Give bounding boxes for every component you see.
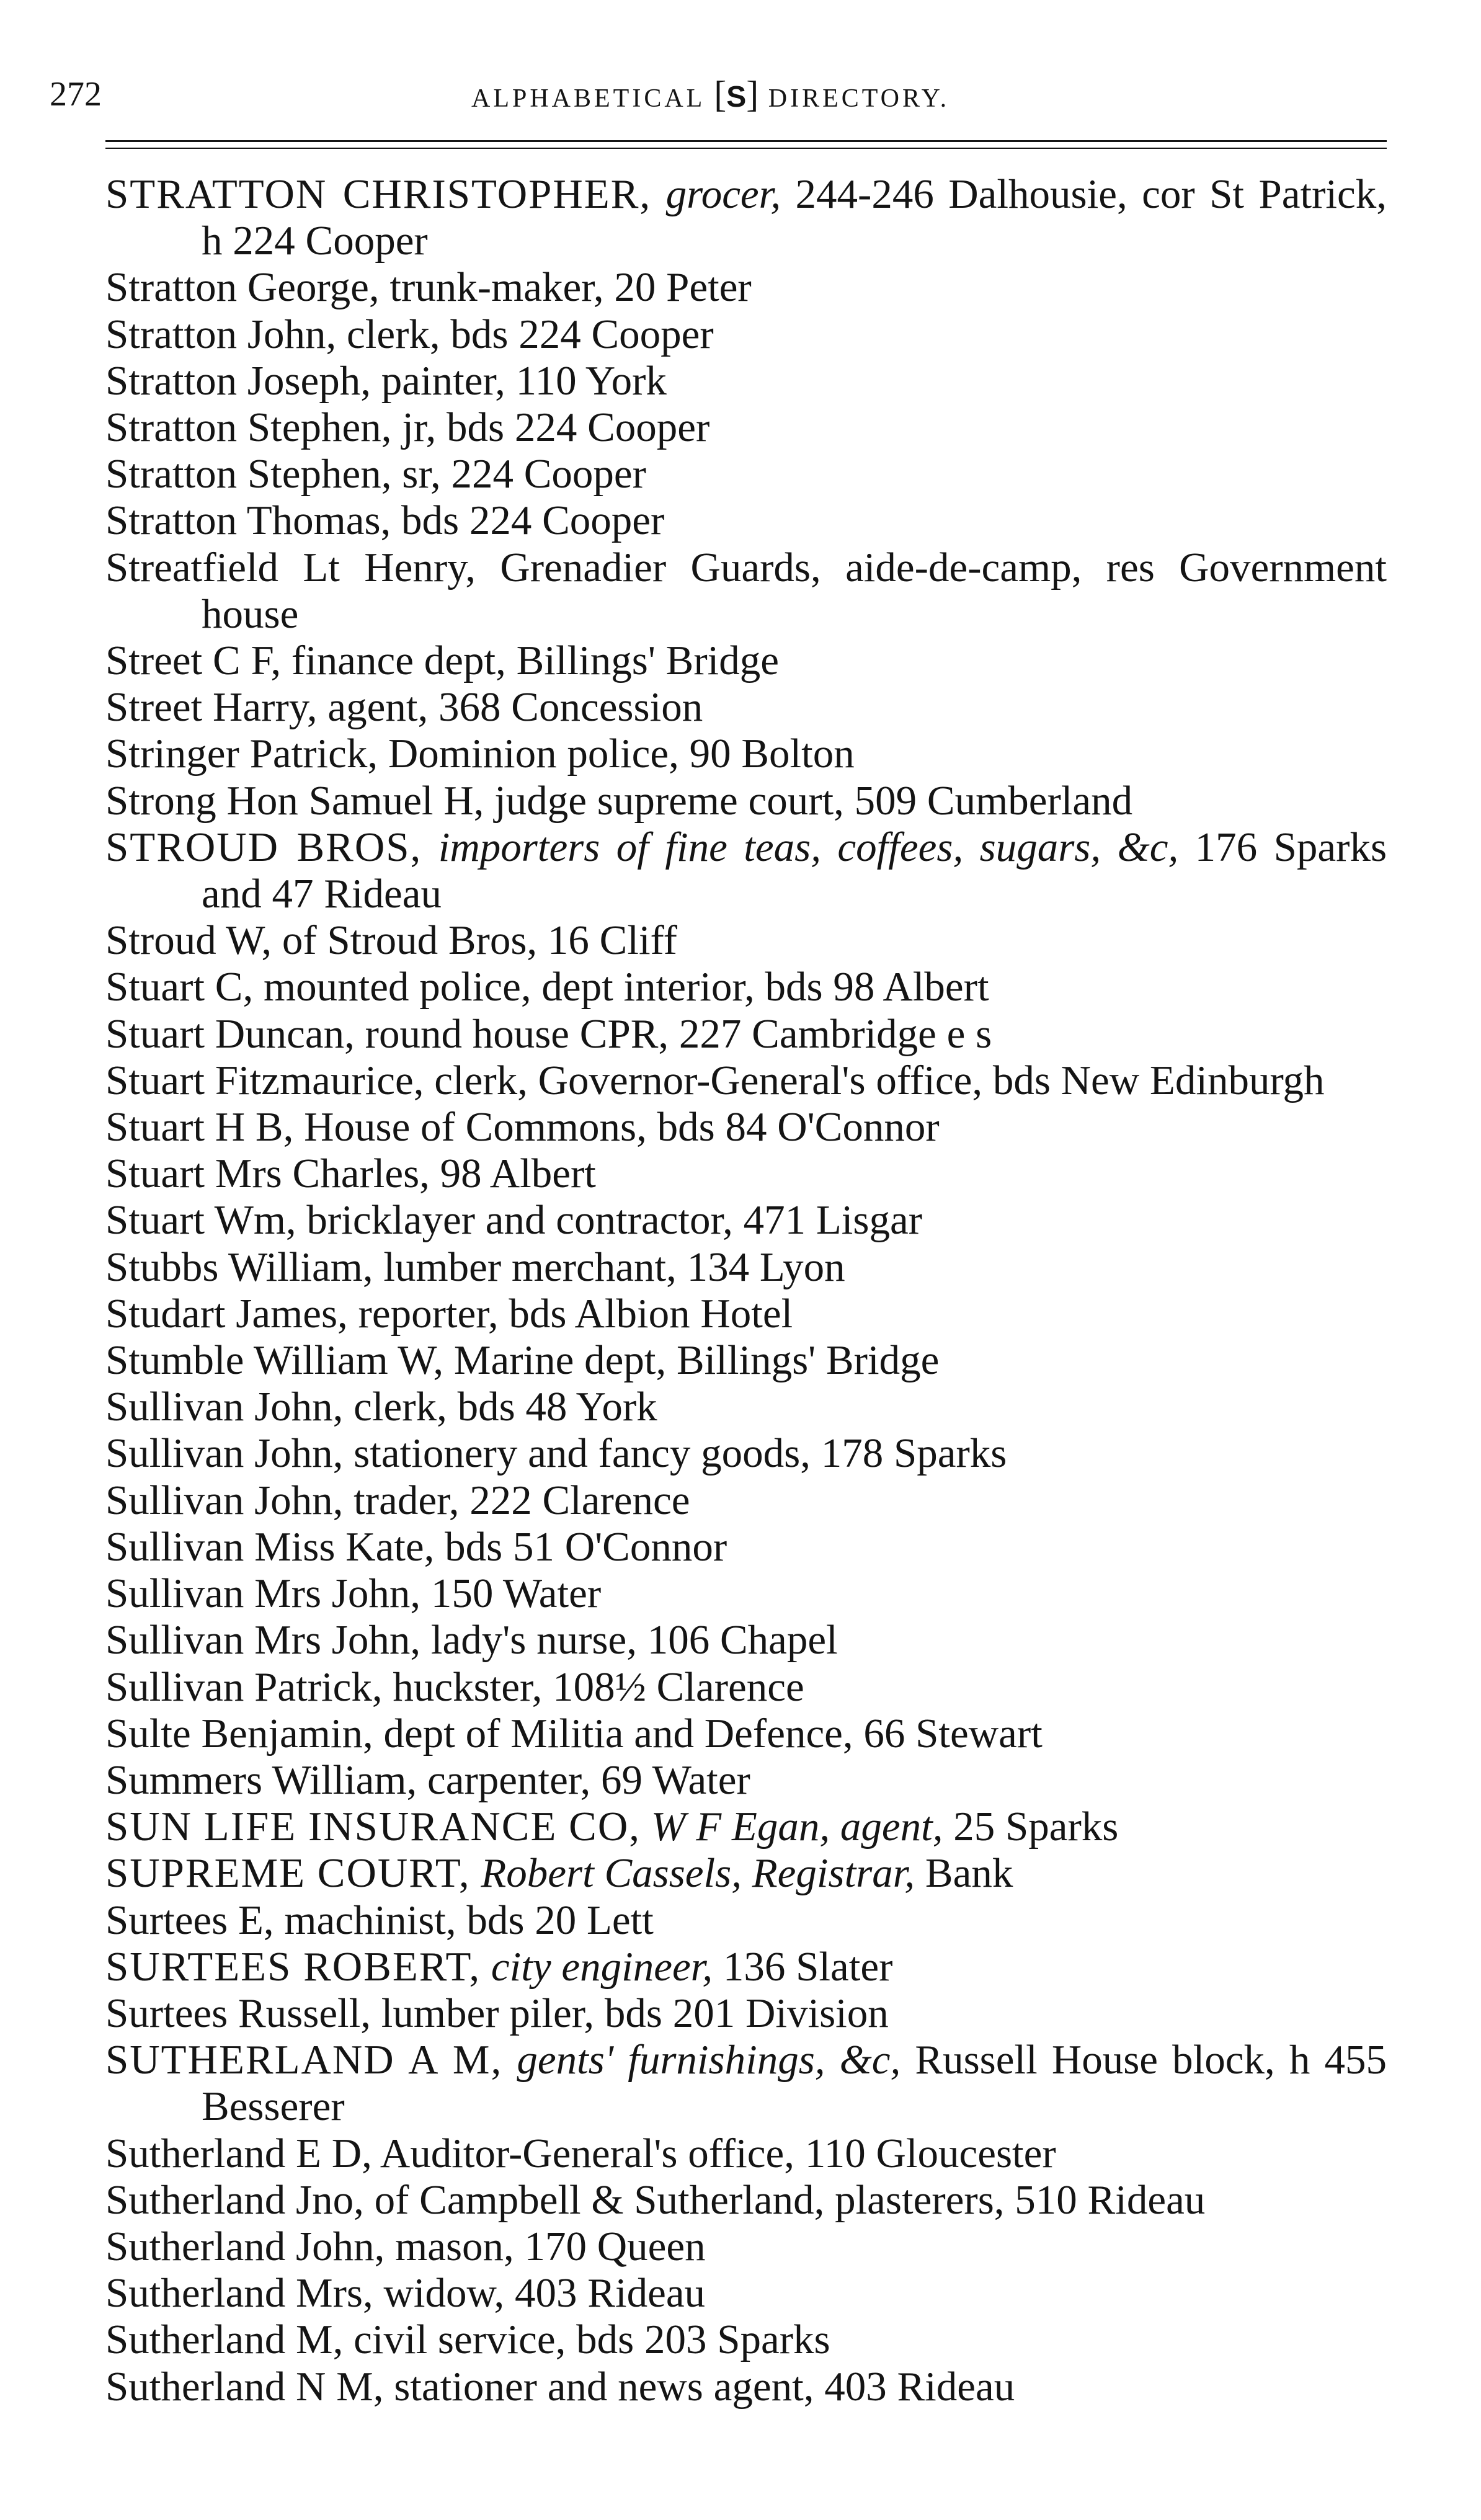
directory-entry xyxy=(105,731,1387,777)
entry-text: Sullivan John, stationery and fancy goods, 178 Sparks xyxy=(105,1430,1007,1477)
entry-name: SUTHERLAND A M, xyxy=(105,2037,503,2083)
entry-address: 136 Slater xyxy=(723,1943,893,1990)
entry-occupation: W F Egan, agent, xyxy=(651,1804,943,1850)
entry-text: Streatfield Lt Henry, Grenadier Guards, aide-de-camp, res Government house xyxy=(105,544,1387,637)
entry-text: Sullivan Patrick, huckster, 108½ Clarence xyxy=(105,1663,804,1710)
entry-address: 25 Sparks xyxy=(953,1804,1119,1850)
directory-entry xyxy=(105,824,1387,917)
directory-entry xyxy=(105,2037,1387,2130)
entry-address: Russell House block, h 455 Besserer xyxy=(202,2037,1387,2130)
entry-text: Stuart Fitzmaurice, clerk, Governor-General's office, bds New Edinburgh xyxy=(105,1057,1325,1103)
entry-text: Stubbs William, lumber merchant, 134 Lyon xyxy=(105,1244,845,1290)
entry-text: Stringer Patrick, Dominion police, 90 Bolton xyxy=(105,731,855,777)
running-title: ALPHABETICAL [S] DIRECTORY. xyxy=(471,74,950,115)
directory-entry xyxy=(105,1291,1387,1337)
entry-address: 176 Sparks and 47 Rideau xyxy=(202,824,1387,917)
entry-text: Sutherland M, civil service, bds 203 Sparks xyxy=(105,2317,830,2363)
entry-occupation: grocer, xyxy=(665,171,781,217)
entry-name: STRATTON CHRISTOPHER, xyxy=(105,171,652,217)
directory-entry xyxy=(105,1850,1387,1897)
directory-entry xyxy=(105,1104,1387,1151)
directory-entry xyxy=(105,497,1387,544)
entry-text: Sullivan John, clerk, bds 48 York xyxy=(105,1384,657,1430)
directory-entry xyxy=(105,638,1387,684)
entry-text: Summers William, carpenter, 69 Water xyxy=(105,1756,750,1803)
page-header xyxy=(50,69,1402,119)
entry-address: 244-246 Dalhousie, cor St Patrick, h 224 Cooper xyxy=(202,171,1387,264)
directory-entry xyxy=(105,1804,1387,1850)
entry-occupation: gents' furnishings, &c, xyxy=(517,2037,901,2083)
directory-entry xyxy=(105,2317,1387,2363)
directory-entry xyxy=(105,2177,1387,2224)
entry-text: Sutherland Jno, of Campbell & Sutherland, plasterers, 510 Rideau xyxy=(105,2176,1206,2223)
entry-text: Sullivan Miss Kate, bds 51 O'Connor xyxy=(105,1523,727,1570)
directory-entry xyxy=(105,1477,1387,1524)
directory-entry xyxy=(105,1384,1387,1430)
directory-entry xyxy=(105,1524,1387,1570)
directory-entry xyxy=(105,1570,1387,1617)
running-title-letter: S xyxy=(726,81,747,114)
directory-entry xyxy=(105,1011,1387,1057)
entry-text: Stratton Thomas, bds 224 Cooper xyxy=(105,497,665,544)
entry-occupation: Robert Cassels, Registrar, xyxy=(481,1850,915,1897)
entry-text: Stuart Duncan, round house CPR, 227 Cambridge e s xyxy=(105,1010,992,1057)
entry-text: Sullivan John, trader, 222 Clarence xyxy=(105,1477,690,1523)
directory-entry xyxy=(105,1664,1387,1711)
entry-text: Surtees E, machinist, bds 20 Lett xyxy=(105,1897,654,1943)
directory-entry xyxy=(105,684,1387,731)
directory-entry xyxy=(105,1617,1387,1663)
directory-entry xyxy=(105,917,1387,964)
directory-entry xyxy=(105,1057,1387,1104)
entry-text: Sulte Benjamin, dept of Militia and Defence, 66 Stewart xyxy=(105,1710,1043,1756)
directory-entry xyxy=(105,1757,1387,1804)
directory-entry xyxy=(105,404,1387,451)
entry-name: SURTEES ROBERT, xyxy=(105,1943,481,1990)
directory-entry xyxy=(105,451,1387,497)
entry-text: Studart James, reporter, bds Albion Hotel xyxy=(105,1290,793,1337)
entry-text: Street Harry, agent, 368 Concession xyxy=(105,684,703,731)
directory-entry xyxy=(105,171,1387,264)
entry-text: Stuart C, mounted police, dept interior, bds 98 Albert xyxy=(105,964,989,1010)
entry-text: Surtees Russell, lumber piler, bds 201 Division xyxy=(105,1990,889,2036)
page-number: 272 xyxy=(50,75,102,114)
directory-entry xyxy=(105,1897,1387,1944)
entry-text: Stratton Stephen, jr, bds 224 Cooper xyxy=(105,404,710,451)
directory-entry xyxy=(105,358,1387,404)
entry-name: STROUD BROS, xyxy=(105,824,422,870)
directory-entry xyxy=(105,1711,1387,1757)
entry-text: Stratton Joseph, painter, 110 York xyxy=(105,357,667,404)
directory-entry xyxy=(105,2224,1387,2270)
directory-entry xyxy=(105,1944,1387,1990)
directory-entry xyxy=(105,264,1387,311)
entry-name: SUPREME COURT, xyxy=(105,1850,471,1897)
entry-occupation: city engineer, xyxy=(491,1943,713,1990)
entry-text: Stroud W, of Stroud Bros, 16 Cliff xyxy=(105,917,677,964)
header-rule-top xyxy=(105,140,1387,142)
directory-entry xyxy=(105,2130,1387,2177)
entry-address: Bank xyxy=(925,1850,1013,1897)
entry-text: Stratton John, clerk, bds 224 Cooper xyxy=(105,311,714,357)
entry-text: Stumble William W, Marine dept, Billings' Bridge xyxy=(105,1337,940,1384)
directory-entry xyxy=(105,964,1387,1010)
entry-text: Sutherland John, mason, 170 Queen xyxy=(105,2223,706,2269)
directory-entry xyxy=(105,1197,1387,1244)
running-title-right: DIRECTORY. xyxy=(768,84,950,113)
directory-entry xyxy=(105,1244,1387,1291)
entry-text: Sutherland N M, stationer and news agent, 403 Rideau xyxy=(105,2363,1015,2410)
entry-text: Stuart H B, House of Commons, bds 84 O'Connor xyxy=(105,1104,940,1151)
entry-text: Stratton Stephen, sr, 224 Cooper xyxy=(105,451,646,497)
entry-occupation: importers of fine teas, coffees, sugars, &c, xyxy=(438,824,1179,870)
directory-entries xyxy=(105,171,1387,2410)
entry-text: Stratton George, trunk-maker, 20 Peter xyxy=(105,264,752,311)
entry-text: Street C F, finance dept, Billings' Bridge xyxy=(105,638,780,684)
header-rule-bottom xyxy=(105,148,1387,149)
directory-entry xyxy=(105,2270,1387,2317)
entry-name: SUN LIFE INSURANCE CO, xyxy=(105,1804,641,1850)
entry-text: Sutherland E D, Auditor-General's office, 110 Gloucester xyxy=(105,2130,1056,2176)
entry-text: Sutherland Mrs, widow, 403 Rideau xyxy=(105,2270,706,2317)
directory-entry xyxy=(105,1337,1387,1384)
directory-entry xyxy=(105,1151,1387,1197)
entry-text: Stuart Wm, bricklayer and contractor, 471 Lisgar xyxy=(105,1197,923,1244)
entry-text: Stuart Mrs Charles, 98 Albert xyxy=(105,1151,596,1197)
entry-text: Strong Hon Samuel H, judge supreme court, 509 Cumberland xyxy=(105,777,1133,824)
directory-entry xyxy=(105,545,1387,638)
directory-entry xyxy=(105,1430,1387,1477)
directory-entry xyxy=(105,311,1387,358)
entry-text: Sullivan Mrs John, lady's nurse, 106 Chapel xyxy=(105,1617,838,1663)
entry-text: Sullivan Mrs John, 150 Water xyxy=(105,1570,602,1617)
directory-entry xyxy=(105,2364,1387,2410)
directory-entry xyxy=(105,1990,1387,2037)
directory-entry xyxy=(105,778,1387,824)
running-title-left: ALPHABETICAL xyxy=(471,84,705,113)
